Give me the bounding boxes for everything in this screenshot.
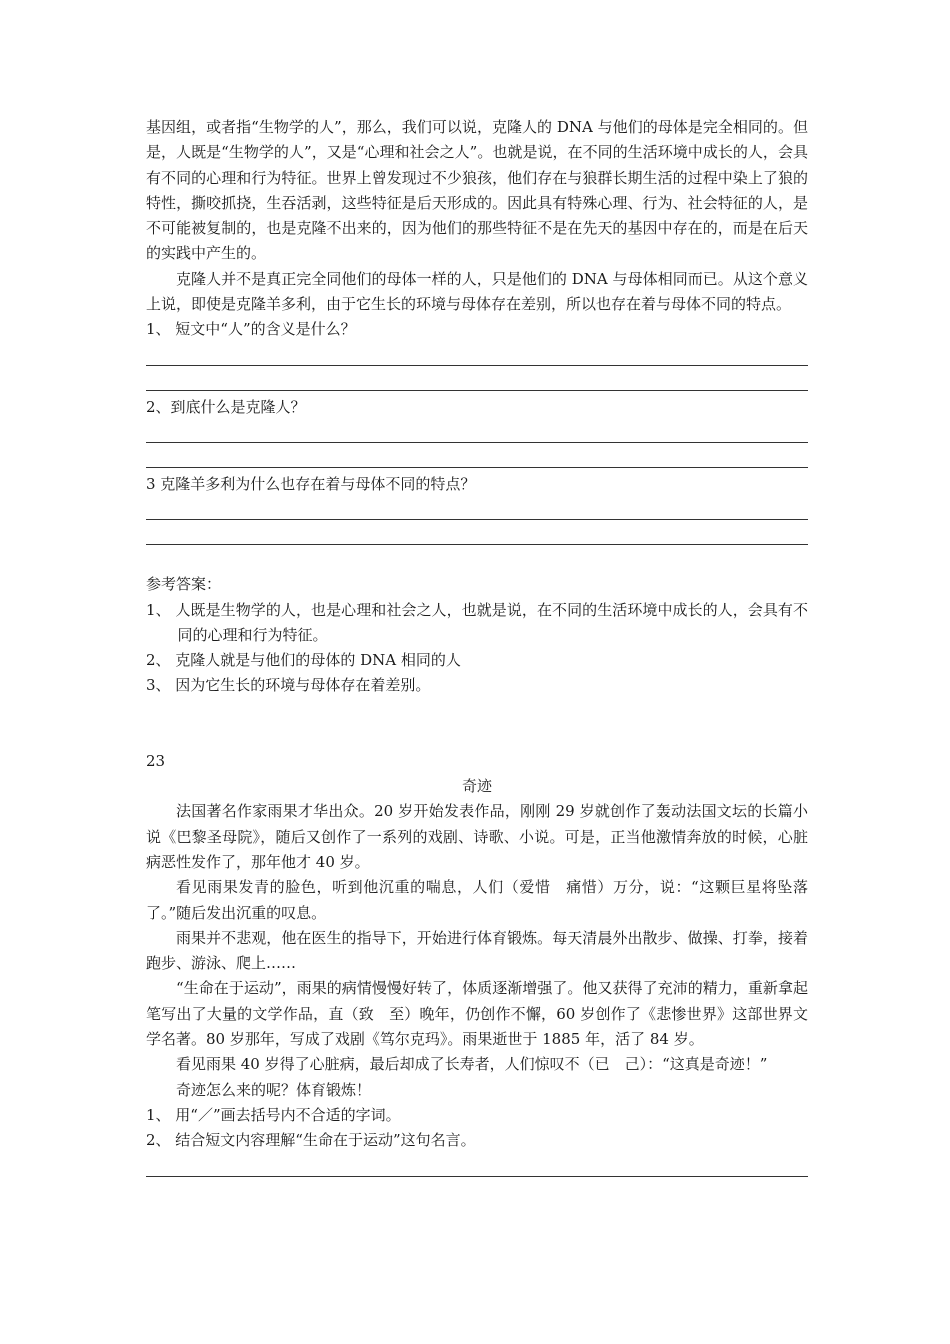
- answer-line[interactable]: [146, 1154, 808, 1179]
- answer-line[interactable]: [146, 420, 808, 445]
- question-3: 3 克隆羊多利为什么也存在着与母体不同的特点？: [146, 474, 476, 493]
- passage-paragraph: 法国著名作家雨果才华出众。20 岁开始发表作品，刚刚 29 岁就创作了轰动法国文坛的长篇小说《巴黎圣母院》，随后又创作了一系列的戏剧、诗歌、小说。可是，正当他激情奔放的时候，心脏病恶性发作了，那年他才 40 岁。: [146, 802, 808, 871]
- answer-item: 1、 人既是生物学的人，也是心理和社会之人，也就是说，在不同的生活环境中成长的人，会具有不同的心理和行为特征。: [146, 600, 808, 644]
- passage-paragraph: 看见雨果发青的脸色，听到他沉重的喘息，人们（爱惜 痛惜）万分，说：“这颗巨星将坠落了。”随后发出沉重的叹息。: [146, 878, 808, 922]
- question-2: 2、到底什么是克隆人？: [146, 397, 306, 416]
- passage-title: 奇迹: [461, 777, 492, 796]
- answer-line[interactable]: [146, 368, 808, 393]
- section-number: 23: [146, 751, 166, 770]
- passage-paragraph: 雨果并不悲观，他在医生的指导下，开始进行体育锻炼。每天清晨外出散步、做操、打拳，接着跑步、游泳、爬上……: [146, 928, 808, 973]
- passage-paragraph: 基因组，或者指“生物学的人”，那么，我们可以说，克隆人的 DNA 与他们的母体是完全相同的。但是，人既是“生物学的人”，又是“心理和社会之人”。也就是说，在不同的生活环境中成长的人，会具有不同的心理和行为特征。世界上曾发现过不少狼孩，他们存在与狼群长期生活的过程中染上了狼的特性，撕咬抓挠，生吞活剥，这些特征是后天形成的。因此具有特殊心理、行为、社会特征的人，是不可能被复制的，也是克隆不出来的，因为他们的那些特征不是在先天的基因中存在的，而是在后天的实践中产生的。: [146, 118, 808, 263]
- answers-heading: 参考答案：: [146, 575, 222, 594]
- answer-line[interactable]: [146, 522, 808, 547]
- question-1: 1、 用“／”画去括号内不合适的字词。: [146, 1105, 401, 1124]
- document-page: [146, 115, 808, 1179]
- answer-line[interactable]: [146, 497, 808, 522]
- passage-paragraph: 看见雨果 40 岁得了心脏病，最后却成了长寿者，人们惊叹不（已 己）：“这真是奇迹！”: [176, 1055, 768, 1074]
- answer-line[interactable]: [146, 445, 808, 470]
- answer-line[interactable]: [146, 343, 808, 368]
- passage-paragraph: “生命在于运动”，雨果的病情慢慢好转了，体质逐渐增强了。他又获得了充沛的精力，重新拿起笔写出了大量的文学作品，直（致 至）晚年，仍创作不懈，60 岁创作了《悲惨世界》这部世界文学名著。80 岁那年，写成了戏剧《笃尔克玛》。雨果逝世于 1885 年，活了 84 岁。: [146, 979, 808, 1049]
- passage-paragraph: 奇迹怎么来的呢？体育锻炼！: [176, 1080, 372, 1099]
- question-2: 2、 结合短文内容理解“生命在于运动”这句名言。: [146, 1131, 476, 1150]
- answer-item: 3、 因为它生长的环境与母体存在着差别。: [146, 676, 431, 695]
- answer-item: 2、 克隆人就是与他们的母体的 DNA 相同的人: [146, 651, 461, 670]
- passage-paragraph: 克隆人并不是真正完全同他们的母体一样的人，只是他们的 DNA 与母体相同而已。从这个意义上说，即使是克隆羊多利，由于它生长的环境与母体存在差别，所以也存在着与母体不同的特点。: [146, 269, 808, 314]
- question-1: 1、 短文中“人”的含义是什么？: [146, 320, 356, 339]
